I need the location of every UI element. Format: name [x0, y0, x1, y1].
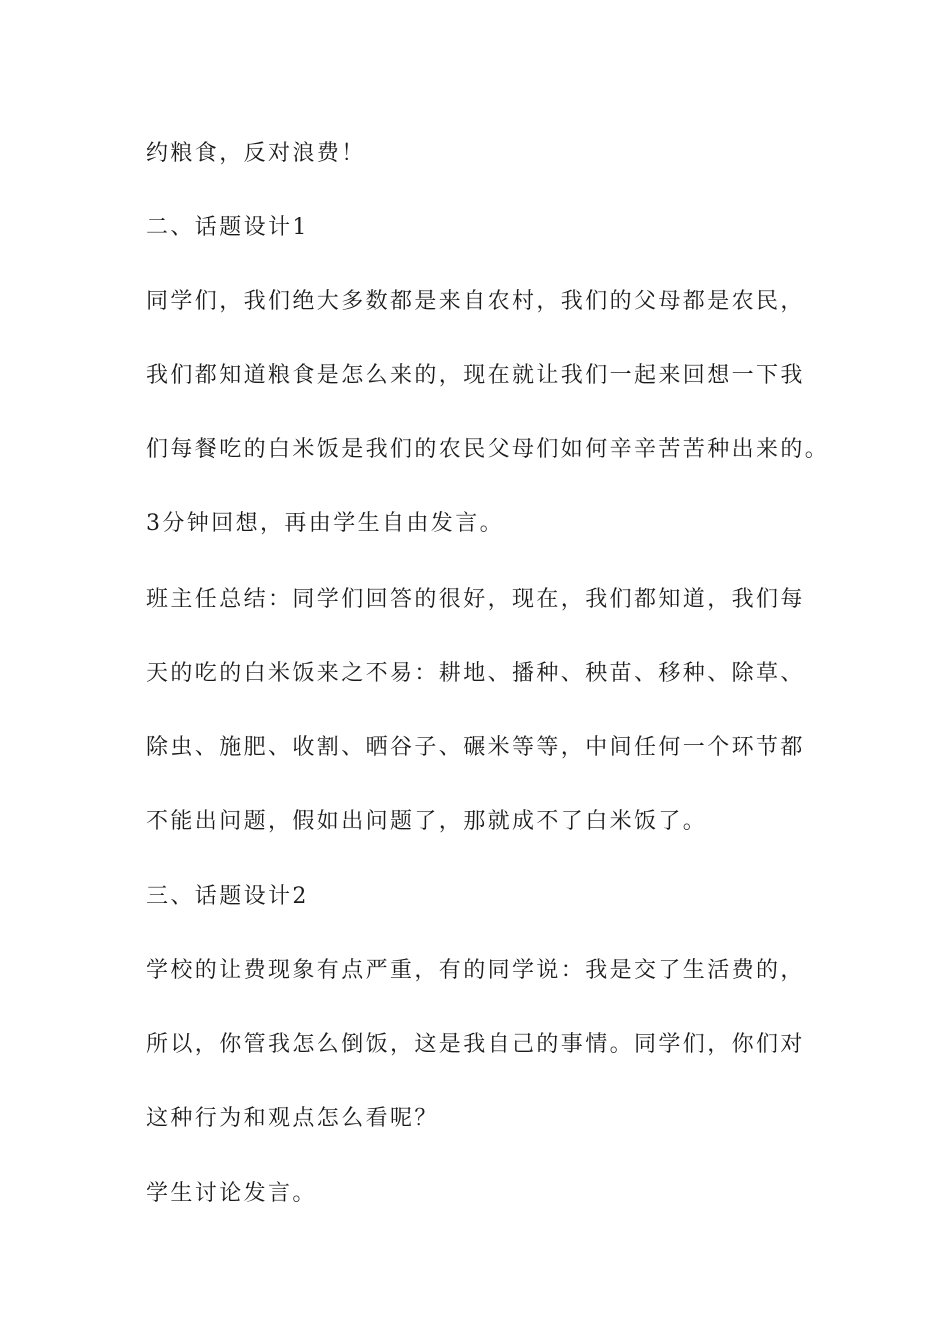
text-line-1: 约粮食，反对浪费！: [146, 141, 366, 166]
section-heading-topic-1: 二、话题设计1: [146, 215, 309, 240]
text-line-13: 所以，你管我怎么倒饭，这是我自己的事情。同学们，你们对: [146, 1032, 805, 1057]
text-line-10: 不能出问题，假如出问题了，那就成不了白米饭了。: [146, 809, 708, 834]
text-line-7: 班主任总结：同学们回答的很好，现在，我们都知道，我们每: [146, 587, 805, 612]
text-line-14: 这种行为和观点怎么看呢？: [146, 1106, 439, 1131]
text-line-6: 3分钟回想，再由学生自由发言。: [146, 511, 504, 536]
text-line-12: 学校的让费现象有点严重，有的同学说：我是交了生活费的，: [146, 958, 805, 983]
text-line-5: 们每餐吃的白米饭是我们的农民父母们如何辛辛苦苦种出来的。: [146, 437, 830, 462]
text-line-4: 我们都知道粮食是怎么来的，现在就让我们一起来回想一下我: [146, 363, 805, 388]
text-line-8: 天的吃的白米饭来之不易：耕地、播种、秧苗、移种、除草、: [146, 661, 805, 686]
text-line-9: 除虫、施肥、收割、晒谷子、碾米等等，中间任何一个环节都: [146, 735, 805, 760]
section-heading-topic-2: 三、话题设计2: [146, 884, 309, 909]
text-line-3: 同学们，我们绝大多数都是来自农村，我们的父母都是农民，: [146, 289, 805, 314]
text-line-15: 学生讨论发言。: [146, 1181, 317, 1206]
